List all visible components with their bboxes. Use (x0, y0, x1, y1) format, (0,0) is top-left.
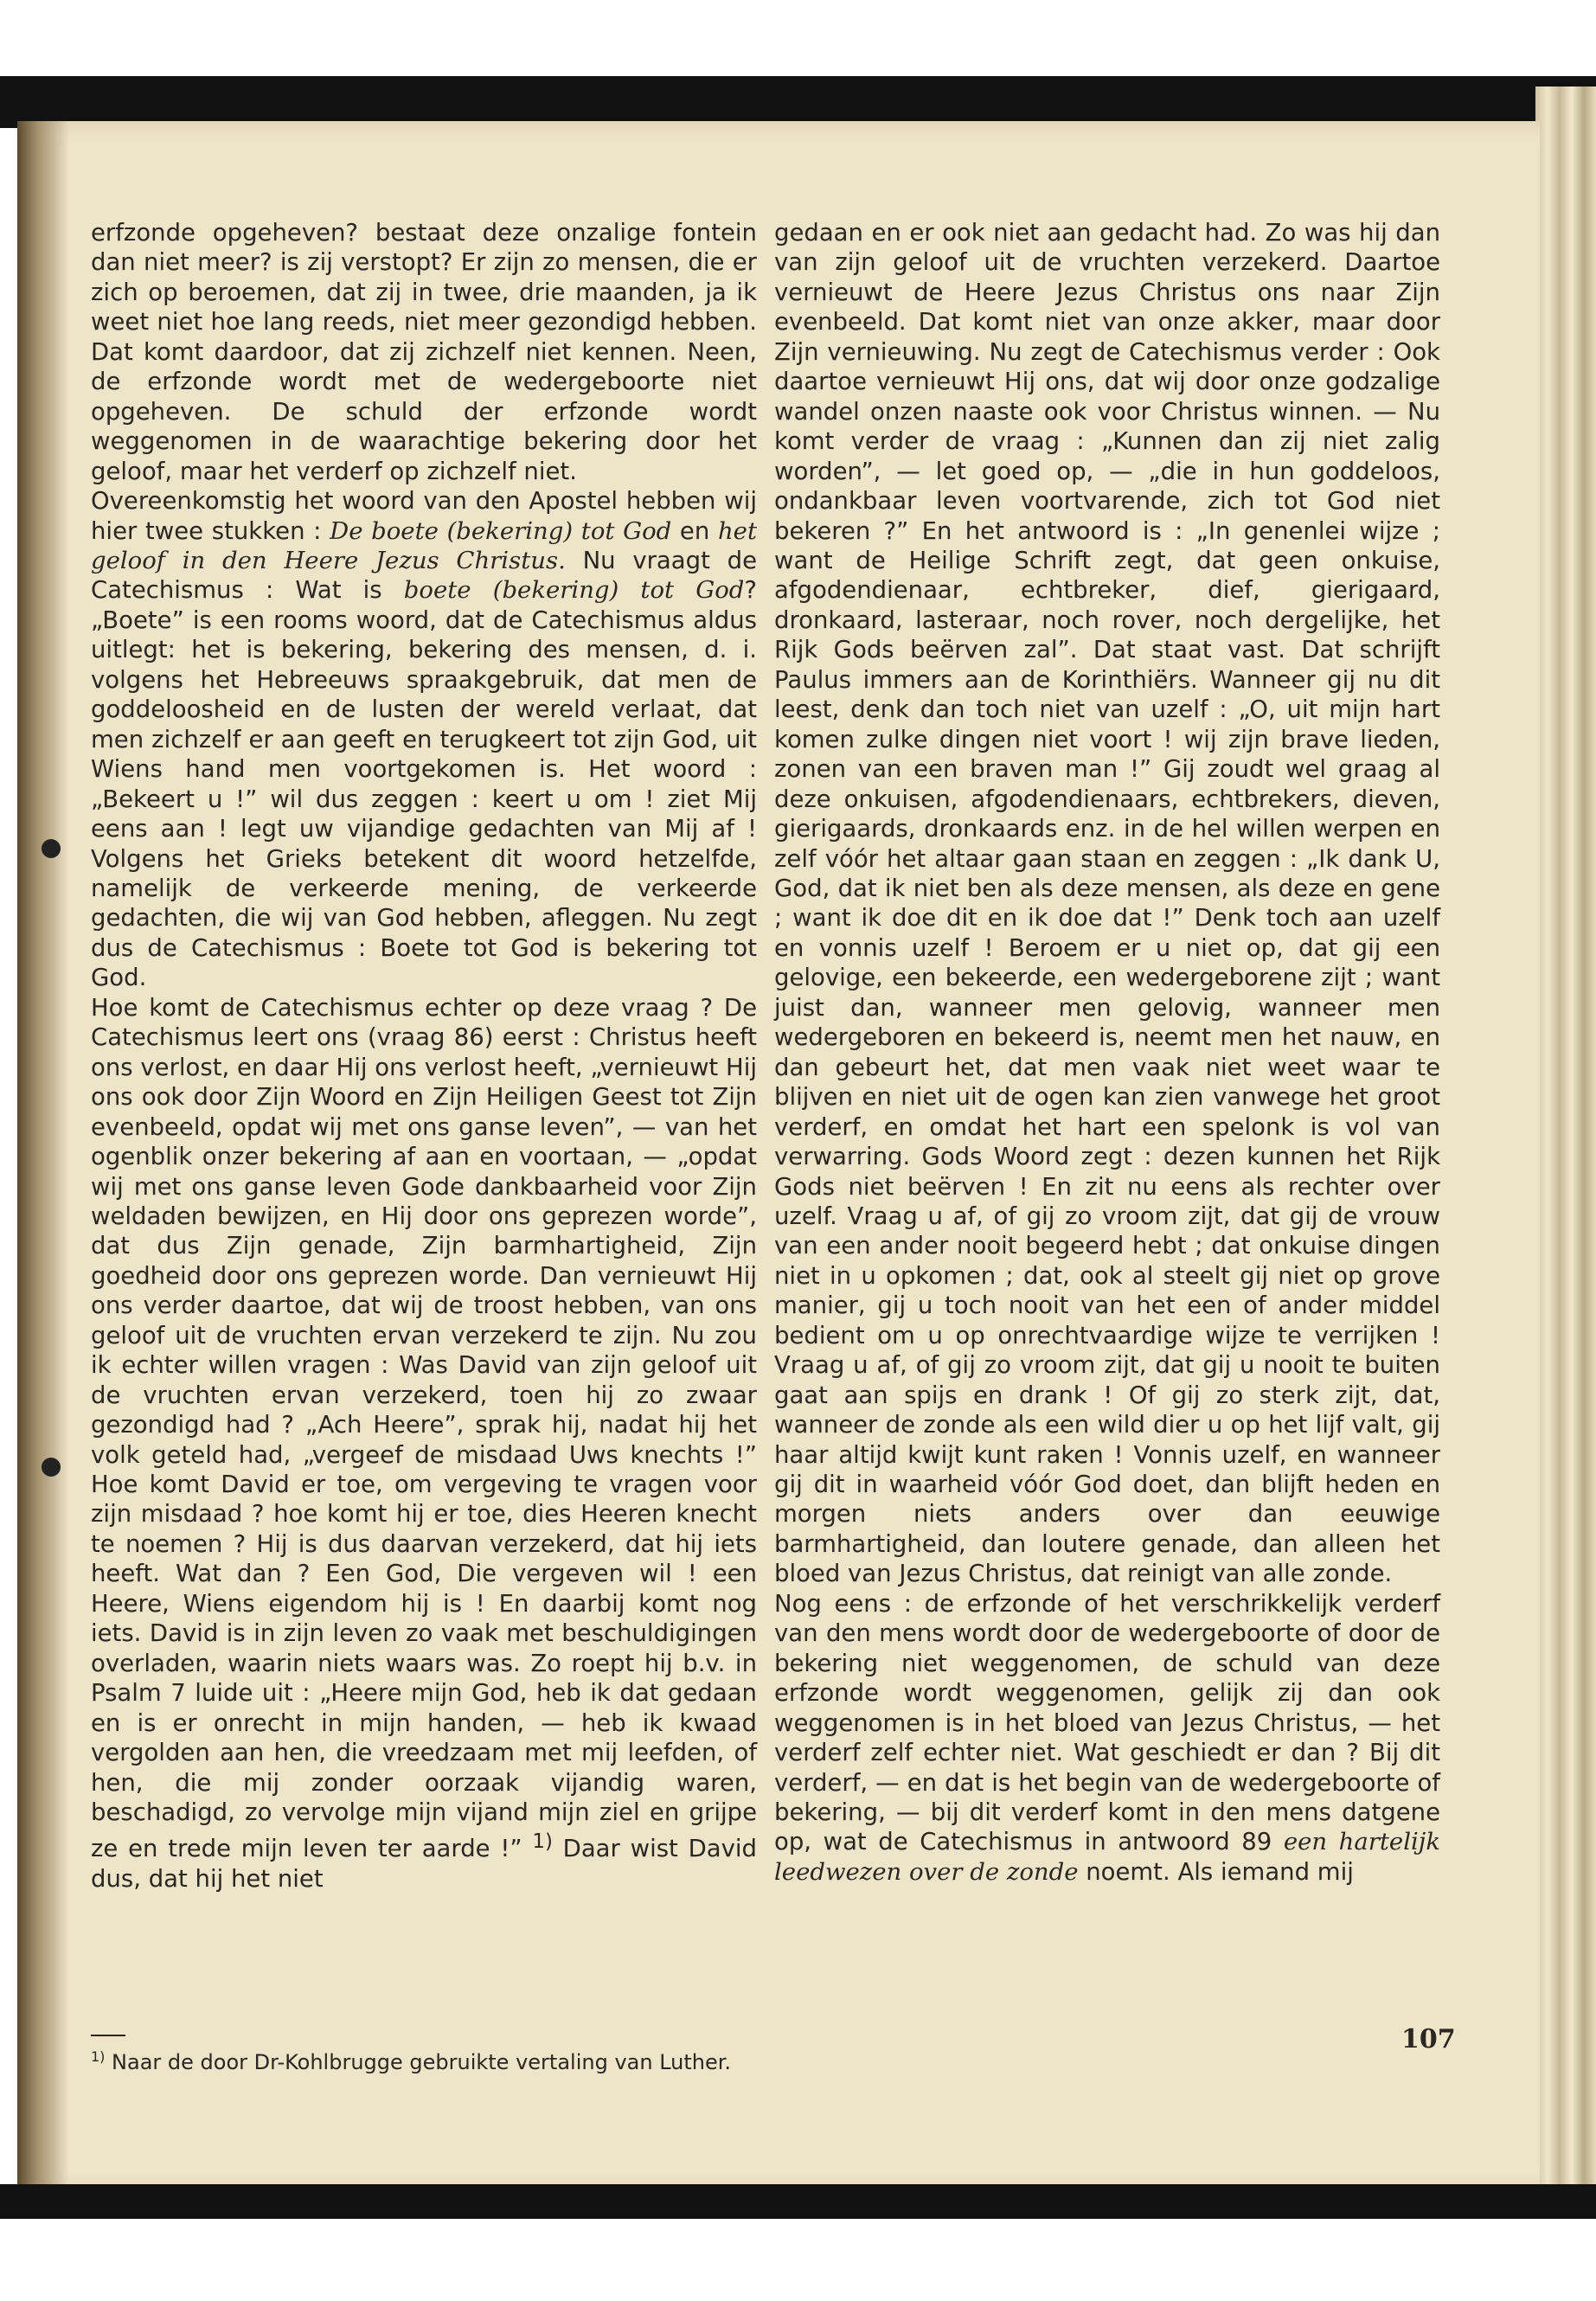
paragraph: Nog eens : de erfzonde of het verschrikkelijk verderf van den mens wordt door de wedergeboorte of door de bekering niet weggenomen, de schuld van deze erfzonde wordt weggenomen, gelijk zij dan ook weggenomen is in het bloed van Jezus Christus, — het verderf zelf echter niet. Wat geschiedt er dan ? Bij dit verderf, — en dat is het begin van de wedergeboorte of bekering, — bij dit verderf komt in den mens datgene op, wat de Catechismus in antwoord 89 een hartelijk leedwezen over de zonde noemt. Als iemand mij (774, 1589, 1440, 1886)
scan-border-bottom (0, 2184, 1596, 2219)
paragraph: erfzonde opgeheven? bestaat deze onzalige fontein dan niet meer? is zij verstopt? Er zijn zo mensen, die er zich op beroemen, dat zij in twee, drie maanden, ja ik weet niet hoe lang reeds, niet meer gezondigd hebben. Dat komt daardoor, dat zij zichzelf niet kennen. Neen, de erfzonde wordt met de wedergeboorte niet opgeheven. De schuld der erfzonde wordt weggenomen in de waarachtige bekering door het geloof, maar het verderf op zichzelf niet. (91, 219, 757, 485)
paragraph: gedaan en er ook niet aan gedacht had. Zo was hij dan van zijn geloof uit de vruchten verzekerd. Daartoe vernieuwt de Heere Jezus Christus ons naar Zijn evenbeeld. Dat komt niet van onze akker, maar door Zijn vernieuwing. Nu zegt de Catechismus verder : Ook daartoe vernieuwt Hij ons, dat wij door onze godzalige wandel onzen naaste ook voor Christus winnen. — Nu komt verder de vraag : „Kunnen dan zij niet zalig worden”, — let goed op, — „die in hun goddeloos, ondankbaar leven voortvarende, zich tot God niet bekeren ?” En het antwoord is : „In genenlei wijze ; want de Heilige Schrift zegt, dat geen onkuise, afgodendienaar, echtbreker, dief, gierigaard, dronkaard, lasteraar, noch rover, noch dergelijke, het Rijk Gods beërven zal”. Dat staat vast. Dat schrijft Paulus immers aan de Korinthiërs. Wanneer gij nu dit leest, denk dan toch niet van uzelf : „O, uit mijn hart komen zulke dingen niet voort ! wij zijn brave lieden, zonen van een braven man !” Gij zoudt wel graag al deze onkuisen, afgodendienaars, echtbrekers, dieven, gierigaards, dronkaards enz. in de hel willen werpen en zelf vóór het altaar gaan staan en zeggen : „Ik dank U, God, dat ik niet ben als deze mensen, als deze en gene ; want ik doe dit en ik doe dat !” Denk toch aan uzelf en vonnis uzelf ! Beroem er u niet op, dat gij een gelovige, een bekeerde, een wedergeborene zijt ; want juist dan, wanneer men gelovig, wanneer men wedergeboren en bekeerd is, neemt men het nauw, en dan gebeurt het, dat men vaak niet weet waar te blijven en niet uit de ogen kan zien vanwege het groot verderf, en omdat het hart een spelonk is vol van verwarring. Gods Woord zegt : dezen kunnen het Rijk Gods niet beërven ! En zit nu eens als rechter over uzelf. Vraag u af, of gij zo vroom zijt, dat gij de vrouw van een ander nooit begeerd hebt ; dat onkuise dingen niet in u opkomen ; dat, ook al steelt gij niet op grove manier, gij u toch nooit van het een of ander middel bedient om u op onrechtvaardige wijze te verrijken ! Vraag u af, of gij zo vroom zijt, dat gij u nooit te buiten gaat aan spijs en drank ! Of gij zo sterk zijt, dat, wanneer de zonde als een wild dier u op het lijf valt, gij haar altijd kwijt kunt raken ! Vonnis uzelf, en wanneer gij dit in waarheid vóór God doet, dan blijft heden en morgen niets anders over dan eeuwige barmhartigheid, dan loutere genade, dan alleen het bloed van Jezus Christus, dat reinigt van alle zonde. (774, 219, 1440, 1588)
scan-border-top (0, 76, 1596, 128)
paragraph: Hoe komt de Catechismus echter op deze vraag ? De Catechismus leert ons (vraag 86) eerst : Christus heeft ons verlost, en daar Hij ons verlost heeft, „vernieuwt Hij ons ook door Zijn Woord en Zijn Heiligen Geest tot Zijn evenbeeld, opdat wij met ons ganse leven”, — van het ogenblik onzer bekering af aan en voortaan, — „opdat wij met ons ganse leven Gode dankbaarheid voor Zijn weldaden bewijzen, en Hij door ons geprezen worde”, dat dus Zijn genade, Zijn barmhartigheid, Zijn goedheid door ons geprezen worde. Dan vernieuwt Hij ons verder daartoe, dat wij de troost hebben, van ons geloof uit de vruchten ervan verzekerd te zijn. Nu zou ik echter willen vragen : Was David van zijn geloof uit de vruchten ervan verzekerd, toen hij zo zwaar gezondigd had ? „Ach Heere”, sprak hij, nadat hij het volk geteld had, „vergeef de misdaad Uws knechts !” Hoe komt David er toe, om vergeving te vragen voor zijn misdaad ? hoe komt hij er toe, dies Heeren knecht te noemen ? Hij is dus daarvan verzekerd, dat hij iets heeft. Wat dan ? Een God, Die vergeven wil ! een Heere, Wiens eigendom hij is ! En daarbij komt nog iets. David is in zijn leven zo vaak met beschuldigingen overladen, waarin niets waars was. Zo roept hij b.v. in Psalm 7 luide uit : „Heere mijn God, heb ik dat gedaan en is er onrecht in mijn handen, — heb ik kwaad vergolden aan hen, die vreedzaam met mij leefden, of hen, die mij zonder oorzaak vijandig waren, beschadigd, zo vervolge mijn vijand mijn ziel en grijpe ze en trede mijn leven ter aarde !” $^{1)}$ Daar wist David dus, dat hij het niet (91, 993, 757, 1894)
page-number: 107 (1401, 2024, 1456, 2054)
left-column (91, 218, 757, 1894)
book-page (17, 121, 1540, 2193)
paragraph: Overeenkomstig het woord van den Apostel hebben wij hier twee stukken : De boete (bekering) tot God en het geloof in den Heere Jezus Christus. Nu vraagt de Catechismus : Wat is boete (bekering) tot God? „Boete” is een rooms woord, dat de Catechismus aldus uitlegt: het is bekering, bekering des mensen, d. i. volgens het Hebreeuws spraakgebruik, dat men de goddeloosheid en de lusten der wereld verlaat, dat men zichzelf er aan geeft en terugkeert tot zijn God, uit Wiens hand men voortgekomen is. Het woord : „Bekeert u !” wil dus zeggen : keert u om ! ziet Mij eens aan ! legt uw vijandige gedachten van Mij af ! Volgens het Grieks betekent dit woord hetzelfde, namelijk de verkeerde mening, de verkeerde gedachten, die wij van God hebben, afleggen. Nu zegt dus de Catechismus : Boete tot God is bekering tot God. (91, 487, 757, 992)
book-edge (1535, 87, 1596, 2206)
page-gutter (17, 121, 69, 2193)
footnote-rule (91, 2035, 125, 2036)
binding-hole (42, 839, 61, 858)
footnote: $^{1)}$ Naar de door Dr-Kohlbrugge gebruikte vertaling van Luther. (91, 2048, 732, 2074)
right-column (774, 218, 1440, 1887)
binding-hole (42, 1458, 61, 1477)
footnote-reference: 1) (532, 1830, 553, 1854)
